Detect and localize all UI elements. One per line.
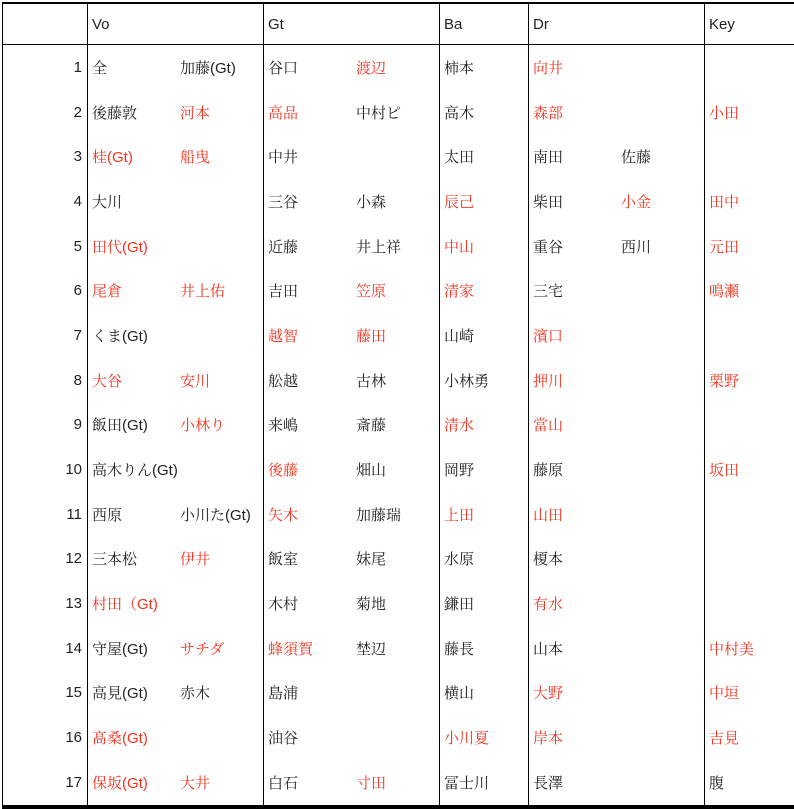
gt-cell-2[interactable] (352, 715, 440, 760)
vo-cell-1[interactable]: 大谷 (92, 372, 123, 390)
header-dr[interactable]: Dr (533, 15, 549, 33)
row-number-cell[interactable]: 3 (3, 134, 88, 179)
key-cell[interactable]: 中村美 (709, 640, 755, 658)
table-row (3, 134, 794, 179)
ba-cell[interactable]: 藤長 (440, 626, 529, 671)
dr-cell-1[interactable]: 山田 (533, 506, 564, 524)
gt-cell-2[interactable]: 妹尾 (352, 537, 440, 582)
dr-cell-1[interactable]: 重谷 (533, 238, 564, 256)
gt-cell-1[interactable]: 舩越 (268, 372, 299, 390)
gt-cell-1[interactable]: 油谷 (268, 730, 299, 748)
key-cell[interactable] (705, 45, 794, 90)
dr-cell-1[interactable]: 押川 (533, 372, 564, 390)
key-cell[interactable]: 小田 (709, 104, 740, 122)
dr-cell-1[interactable]: 南田 (533, 149, 564, 167)
table-row (3, 90, 794, 135)
dr-cell-2[interactable]: 小金 (617, 179, 705, 224)
vo-cell-2[interactable]: 伊井 (176, 537, 264, 582)
vo-cell-2[interactable]: 大井 (176, 760, 264, 805)
vo-cell-1[interactable]: 守屋(Gt) (92, 640, 148, 658)
dr-cell-1[interactable]: 向井 (533, 59, 564, 77)
row-number-cell[interactable]: 10 (3, 447, 88, 492)
row-number-cell[interactable]: 8 (3, 358, 88, 403)
vo-cell-2[interactable]: 井上佑 (176, 268, 264, 313)
vo-cell-2[interactable]: サチダ (176, 626, 264, 671)
gt-cell-2[interactable]: 井上祥 (352, 224, 440, 269)
gt-cell-1[interactable]: 谷口 (268, 59, 299, 77)
ba-cell[interactable]: 辰己 (440, 179, 529, 224)
table-row (3, 224, 794, 269)
band-assignment-table (2, 2, 794, 809)
header-gt[interactable]: Gt (268, 15, 284, 33)
gt-cell-1[interactable]: 高品 (268, 104, 299, 122)
table-row (3, 45, 794, 90)
table-header-row (3, 4, 794, 45)
dr-cell-2[interactable] (617, 403, 705, 448)
dr-cell-2[interactable] (617, 715, 705, 760)
gt-cell-1[interactable]: 蜂須賀 (268, 640, 314, 658)
ba-cell[interactable]: 小林勇 (440, 358, 529, 403)
dr-cell-2[interactable]: 西川 (617, 224, 705, 269)
table-row (3, 760, 794, 805)
vo-cell-1[interactable]: 全 (92, 59, 108, 77)
ba-cell[interactable]: 柿本 (440, 45, 529, 90)
gt-cell-2[interactable] (352, 671, 440, 716)
table-row (3, 537, 794, 582)
gt-cell-2[interactable]: 古林 (352, 358, 440, 403)
ba-cell[interactable]: 清家 (440, 268, 529, 313)
header-dr-spacer[interactable] (617, 4, 705, 44)
row-number-cell[interactable]: 4 (3, 179, 88, 224)
key-cell[interactable] (705, 537, 794, 582)
gt-cell-1[interactable]: 白石 (268, 774, 299, 792)
header-vo-spacer[interactable] (176, 4, 264, 44)
table-row (3, 626, 794, 671)
dr-cell-1[interactable]: 柴田 (533, 193, 564, 211)
dr-cell-2[interactable] (617, 313, 705, 358)
gt-cell-1[interactable]: 矢木 (268, 506, 299, 524)
gt-cell-1[interactable]: 飯室 (268, 551, 299, 569)
gt-cell-2[interactable]: 埜辺 (352, 626, 440, 671)
gt-cell-2[interactable]: 中村ピ (352, 90, 440, 135)
row-number-cell[interactable]: 2 (3, 90, 88, 135)
vo-cell-2[interactable]: 赤木 (176, 671, 264, 716)
vo-cell-2[interactable] (176, 224, 264, 269)
gt-cell-2[interactable]: 加藤瑞 (352, 492, 440, 537)
dr-cell-2[interactable] (617, 358, 705, 403)
ba-cell[interactable]: 太田 (440, 134, 529, 179)
gt-cell-2[interactable] (352, 134, 440, 179)
gt-cell-2[interactable]: 笠原 (352, 268, 440, 313)
vo-cell-1[interactable]: 大川 (92, 193, 123, 211)
dr-cell-2[interactable]: 佐藤 (617, 134, 705, 179)
ba-cell[interactable]: 冨士川 (440, 760, 529, 805)
dr-cell-2[interactable] (617, 581, 705, 626)
ba-cell[interactable]: 清水 (440, 403, 529, 448)
dr-cell-1[interactable]: 當山 (533, 417, 564, 435)
table-body (3, 45, 794, 805)
dr-cell-2[interactable] (617, 537, 705, 582)
key-cell[interactable]: 田中 (709, 193, 740, 211)
vo-cell-1[interactable]: 尾倉 (92, 283, 123, 301)
ba-cell[interactable]: 岡野 (440, 447, 529, 492)
vo-cell-2[interactable]: 小川た(Gt) (176, 492, 264, 537)
vo-cell-1[interactable]: 西原 (92, 506, 123, 524)
dr-cell-2[interactable] (617, 626, 705, 671)
vo-cell-1[interactable]: 髙桑(Gt) (92, 730, 148, 748)
table-row (3, 313, 794, 358)
dr-cell-2[interactable] (617, 45, 705, 90)
dr-cell-1[interactable]: 長澤 (533, 774, 564, 792)
row-number-cell[interactable]: 12 (3, 537, 88, 582)
ba-cell[interactable]: 山崎 (440, 313, 529, 358)
key-cell[interactable] (705, 492, 794, 537)
table-row (3, 715, 794, 760)
vo-cell-1[interactable]: 田代(Gt) (92, 238, 148, 256)
header-vo[interactable]: Vo (92, 15, 110, 33)
row-number-cell[interactable]: 5 (3, 224, 88, 269)
vo-cell-2[interactable]: 小林り (176, 403, 264, 448)
header-key[interactable]: Key (709, 15, 735, 33)
vo-cell-2[interactable]: 河本 (176, 90, 264, 135)
ba-cell[interactable]: 高木 (440, 90, 529, 135)
ba-cell[interactable]: 小川夏 (440, 715, 529, 760)
dr-cell-2[interactable] (617, 90, 705, 135)
table-row (3, 671, 794, 716)
ba-cell[interactable]: 鎌田 (440, 581, 529, 626)
vo-cell-2[interactable] (176, 179, 264, 224)
dr-cell-2[interactable] (617, 447, 705, 492)
gt-cell-1[interactable]: 島浦 (268, 685, 299, 703)
table-row (3, 268, 794, 313)
dr-cell-1[interactable]: 濱口 (533, 327, 564, 345)
gt-cell-2[interactable]: 菊地 (352, 581, 440, 626)
row-number-cell[interactable]: 16 (3, 715, 88, 760)
dr-cell-2[interactable] (617, 760, 705, 805)
gt-cell-1[interactable]: 越智 (268, 327, 299, 345)
gt-cell-1[interactable]: 三谷 (268, 193, 299, 211)
dr-cell-2[interactable] (617, 671, 705, 716)
header-gt-spacer[interactable] (352, 4, 440, 44)
vo-cell-1[interactable]: 後藤敦 (92, 104, 138, 122)
vo-cell-2[interactable]: 船曳 (176, 134, 264, 179)
table-row (3, 179, 794, 224)
vo-cell-2[interactable] (176, 715, 264, 760)
vo-cell-1[interactable]: 三本松 (92, 551, 138, 569)
vo-cell-2[interactable] (176, 313, 264, 358)
row-number-cell[interactable]: 9 (3, 403, 88, 448)
table-row (3, 492, 794, 537)
gt-cell-1[interactable]: 中井 (268, 149, 299, 167)
header-row-number-cell[interactable] (3, 4, 88, 44)
vo-cell-1[interactable]: 保坂(Gt) (92, 774, 148, 792)
vo-cell-2[interactable]: 加藤(Gt) (176, 45, 264, 90)
key-cell[interactable]: 吉見 (709, 730, 740, 748)
vo-cell-1[interactable]: 高見(Gt) (92, 685, 148, 703)
vo-cell-1[interactable]: 村田（Gt) (92, 596, 158, 614)
row-number-cell[interactable]: 6 (3, 268, 88, 313)
ba-cell[interactable]: 中山 (440, 224, 529, 269)
row-number-cell[interactable]: 7 (3, 313, 88, 358)
table-row (3, 403, 794, 448)
dr-cell-1[interactable]: 三宅 (533, 283, 564, 301)
dr-cell-1[interactable]: 山本 (533, 640, 564, 658)
vo-cell-2[interactable] (176, 581, 264, 626)
row-number-cell[interactable]: 11 (3, 492, 88, 537)
header-ba[interactable]: Ba (440, 4, 529, 44)
gt-cell-1[interactable]: 吉田 (268, 283, 299, 301)
table-row (3, 581, 794, 626)
dr-cell-1[interactable]: 森部 (533, 104, 564, 122)
row-number-cell[interactable]: 14 (3, 626, 88, 671)
ba-cell[interactable]: 水原 (440, 537, 529, 582)
dr-cell-1[interactable]: 藤原 (533, 462, 564, 480)
gt-cell-1[interactable]: 近藤 (268, 238, 299, 256)
dr-cell-1[interactable]: 岸本 (533, 730, 564, 748)
vo-cell-1[interactable]: 高木りん(Gt) (92, 462, 178, 480)
dr-cell-1[interactable]: 大野 (533, 685, 564, 703)
table-row (3, 447, 794, 492)
vo-cell-2[interactable]: 安川 (176, 358, 264, 403)
dr-cell-2[interactable] (617, 268, 705, 313)
dr-cell-2[interactable] (617, 492, 705, 537)
gt-cell-1[interactable]: 木村 (268, 596, 299, 614)
gt-cell-2[interactable]: 小森 (352, 179, 440, 224)
vo-cell-2[interactable] (176, 447, 264, 492)
gt-cell-2[interactable]: 藤田 (352, 313, 440, 358)
key-cell[interactable]: 腹 (709, 774, 725, 792)
gt-cell-2[interactable]: 畑山 (352, 447, 440, 492)
row-number-cell[interactable]: 1 (3, 45, 88, 90)
ba-cell[interactable]: 上田 (440, 492, 529, 537)
gt-cell-2[interactable]: 渡辺 (352, 45, 440, 90)
row-number-cell[interactable]: 15 (3, 671, 88, 716)
gt-cell-2[interactable]: 寸田 (352, 760, 440, 805)
key-cell[interactable] (705, 581, 794, 626)
key-cell[interactable]: 元田 (709, 238, 740, 256)
vo-cell-1[interactable]: くま(Gt) (92, 327, 148, 345)
key-cell[interactable] (705, 313, 794, 358)
key-cell[interactable]: 坂田 (709, 462, 740, 480)
gt-cell-1[interactable]: 後藤 (268, 462, 299, 480)
table-row (3, 358, 794, 403)
key-cell[interactable]: 栗野 (709, 372, 740, 390)
vo-cell-1[interactable]: 飯田(Gt) (92, 417, 148, 435)
gt-cell-2[interactable]: 斎藤 (352, 403, 440, 448)
key-cell[interactable]: 鳴瀬 (709, 283, 740, 301)
key-cell[interactable] (705, 403, 794, 448)
dr-cell-1[interactable]: 榎本 (533, 551, 564, 569)
ba-cell[interactable]: 横山 (440, 671, 529, 716)
row-number-cell[interactable]: 13 (3, 581, 88, 626)
gt-cell-1[interactable]: 来嶋 (268, 417, 299, 435)
dr-cell-1[interactable]: 有水 (533, 596, 564, 614)
vo-cell-1[interactable]: 桂(Gt) (92, 149, 133, 167)
row-number-cell[interactable]: 17 (3, 760, 88, 805)
key-cell[interactable]: 中垣 (709, 685, 740, 703)
key-cell[interactable] (705, 134, 794, 179)
